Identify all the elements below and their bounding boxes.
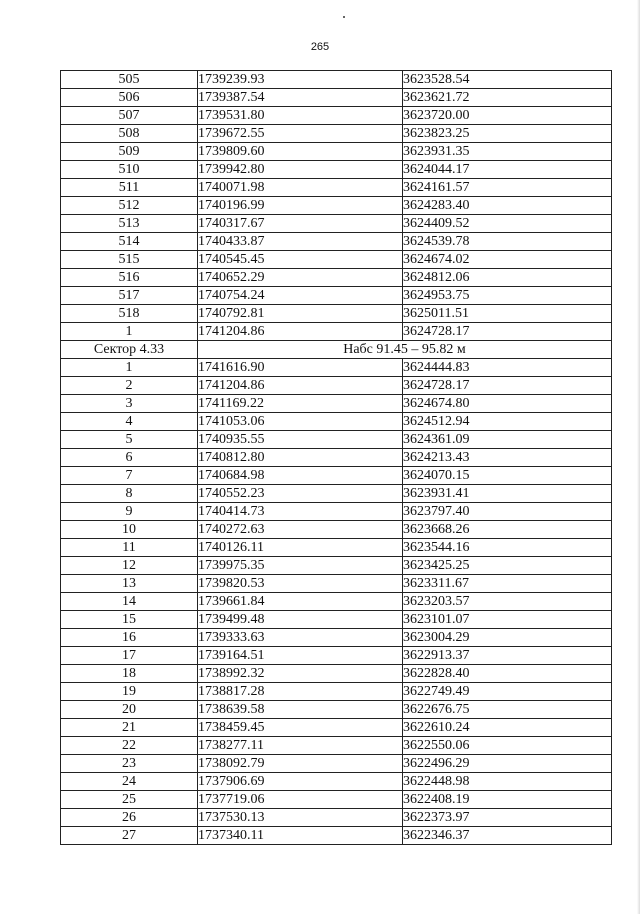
table-row <box>61 305 612 323</box>
point-number-cell: 7 <box>61 467 198 485</box>
x-coordinate-cell: 1741169.22 <box>198 395 403 413</box>
point-number-cell: 512 <box>61 197 198 215</box>
point-number-cell: 16 <box>61 629 198 647</box>
x-coordinate-cell: 1741053.06 <box>198 413 403 431</box>
point-number-cell: 25 <box>61 791 198 809</box>
table-row <box>61 125 612 143</box>
x-coordinate-cell: 1739164.51 <box>198 647 403 665</box>
x-coordinate-cell: 1741616.90 <box>198 359 403 377</box>
x-coordinate-cell: 1737719.06 <box>198 791 403 809</box>
table-row <box>61 737 612 755</box>
y-coordinate-cell: 3623203.57 <box>403 593 612 611</box>
table-row <box>61 683 612 701</box>
y-coordinate-cell: 3623797.40 <box>403 503 612 521</box>
sector-name: Сектор 4.33 <box>61 341 198 359</box>
x-coordinate-cell: 1739820.53 <box>198 575 403 593</box>
point-number-cell: 3 <box>61 395 198 413</box>
table-row <box>61 89 612 107</box>
y-coordinate-cell: 3624539.78 <box>403 233 612 251</box>
y-coordinate-cell: 3622346.37 <box>403 827 612 845</box>
x-coordinate-cell: 1738992.32 <box>198 665 403 683</box>
y-coordinate-cell: 3623931.35 <box>403 143 612 161</box>
y-coordinate-cell: 3624728.17 <box>403 323 612 341</box>
table-body-upper <box>61 71 612 341</box>
point-number-cell: 21 <box>61 719 198 737</box>
x-coordinate-cell: 1740126.11 <box>198 539 403 557</box>
table-row <box>61 449 612 467</box>
y-coordinate-cell: 3623621.72 <box>403 89 612 107</box>
table-row <box>61 71 612 89</box>
point-number-cell: 1 <box>61 323 198 341</box>
point-number-cell: 506 <box>61 89 198 107</box>
table-row <box>61 557 612 575</box>
table-row <box>61 377 612 395</box>
y-coordinate-cell: 3622676.75 <box>403 701 612 719</box>
y-coordinate-cell: 3622550.06 <box>403 737 612 755</box>
coordinates-table <box>60 70 612 845</box>
y-coordinate-cell: 3624674.02 <box>403 251 612 269</box>
scan-speck <box>343 16 345 18</box>
sector-header-group <box>61 341 612 359</box>
x-coordinate-cell: 1740545.45 <box>198 251 403 269</box>
table-row <box>61 107 612 125</box>
y-coordinate-cell: 3623931.41 <box>403 485 612 503</box>
sector-height-range: Набс 91.45 – 95.82 м <box>198 341 612 359</box>
x-coordinate-cell: 1740935.55 <box>198 431 403 449</box>
x-coordinate-cell: 1740317.67 <box>198 215 403 233</box>
point-number-cell: 515 <box>61 251 198 269</box>
x-coordinate-cell: 1737340.11 <box>198 827 403 845</box>
y-coordinate-cell: 3622373.97 <box>403 809 612 827</box>
point-number-cell: 8 <box>61 485 198 503</box>
point-number-cell: 14 <box>61 593 198 611</box>
y-coordinate-cell: 3623544.16 <box>403 539 612 557</box>
x-coordinate-cell: 1739661.84 <box>198 593 403 611</box>
point-number-cell: 22 <box>61 737 198 755</box>
table-row <box>61 647 612 665</box>
point-number-cell: 509 <box>61 143 198 161</box>
point-number-cell: 9 <box>61 503 198 521</box>
y-coordinate-cell: 3623528.54 <box>403 71 612 89</box>
table-body-lower <box>61 359 612 845</box>
table-row <box>61 701 612 719</box>
y-coordinate-cell: 3622448.98 <box>403 773 612 791</box>
y-coordinate-cell: 3622913.37 <box>403 647 612 665</box>
point-number-cell: 507 <box>61 107 198 125</box>
x-coordinate-cell: 1740071.98 <box>198 179 403 197</box>
y-coordinate-cell: 3624409.52 <box>403 215 612 233</box>
y-coordinate-cell: 3624512.94 <box>403 413 612 431</box>
x-coordinate-cell: 1739975.35 <box>198 557 403 575</box>
table-row <box>61 143 612 161</box>
x-coordinate-cell: 1738459.45 <box>198 719 403 737</box>
table-row <box>61 251 612 269</box>
table-row <box>61 161 612 179</box>
table-row <box>61 791 612 809</box>
table-row <box>61 521 612 539</box>
table-row <box>61 179 612 197</box>
x-coordinate-cell: 1741204.86 <box>198 377 403 395</box>
point-number-cell: 23 <box>61 755 198 773</box>
table-row <box>61 773 612 791</box>
x-coordinate-cell: 1740414.73 <box>198 503 403 521</box>
y-coordinate-cell: 3623004.29 <box>403 629 612 647</box>
point-number-cell: 2 <box>61 377 198 395</box>
y-coordinate-cell: 3623311.67 <box>403 575 612 593</box>
x-coordinate-cell: 1737906.69 <box>198 773 403 791</box>
table-row <box>61 287 612 305</box>
x-coordinate-cell: 1738817.28 <box>198 683 403 701</box>
point-number-cell: 26 <box>61 809 198 827</box>
x-coordinate-cell: 1740812.80 <box>198 449 403 467</box>
y-coordinate-cell: 3622496.29 <box>403 755 612 773</box>
point-number-cell: 6 <box>61 449 198 467</box>
y-coordinate-cell: 3623823.25 <box>403 125 612 143</box>
table-row <box>61 215 612 233</box>
table-row <box>61 593 612 611</box>
y-coordinate-cell: 3624044.17 <box>403 161 612 179</box>
table-row <box>61 539 612 557</box>
x-coordinate-cell: 1739333.63 <box>198 629 403 647</box>
x-coordinate-cell: 1738092.79 <box>198 755 403 773</box>
y-coordinate-cell: 3625011.51 <box>403 305 612 323</box>
point-number-cell: 13 <box>61 575 198 593</box>
point-number-cell: 508 <box>61 125 198 143</box>
point-number-cell: 510 <box>61 161 198 179</box>
table-row <box>61 467 612 485</box>
sector-header-row <box>61 341 612 359</box>
table-row <box>61 827 612 845</box>
y-coordinate-cell: 3622828.40 <box>403 665 612 683</box>
x-coordinate-cell: 1738639.58 <box>198 701 403 719</box>
y-coordinate-cell: 3624812.06 <box>403 269 612 287</box>
y-coordinate-cell: 3624444.83 <box>403 359 612 377</box>
table-row <box>61 413 612 431</box>
y-coordinate-cell: 3623668.26 <box>403 521 612 539</box>
x-coordinate-cell: 1739387.54 <box>198 89 403 107</box>
y-coordinate-cell: 3622610.24 <box>403 719 612 737</box>
point-number-cell: 24 <box>61 773 198 791</box>
point-number-cell: 18 <box>61 665 198 683</box>
x-coordinate-cell: 1740552.23 <box>198 485 403 503</box>
y-coordinate-cell: 3624361.09 <box>403 431 612 449</box>
point-number-cell: 15 <box>61 611 198 629</box>
point-number-cell: 518 <box>61 305 198 323</box>
table-row <box>61 503 612 521</box>
table-row <box>61 431 612 449</box>
point-number-cell: 1 <box>61 359 198 377</box>
table-row <box>61 611 612 629</box>
point-number-cell: 517 <box>61 287 198 305</box>
x-coordinate-cell: 1739499.48 <box>198 611 403 629</box>
table-row <box>61 395 612 413</box>
y-coordinate-cell: 3624161.57 <box>403 179 612 197</box>
x-coordinate-cell: 1740792.81 <box>198 305 403 323</box>
page-number: 265 <box>310 41 330 53</box>
point-number-cell: 11 <box>61 539 198 557</box>
table-row <box>61 755 612 773</box>
x-coordinate-cell: 1739809.60 <box>198 143 403 161</box>
x-coordinate-cell: 1740652.29 <box>198 269 403 287</box>
y-coordinate-cell: 3623425.25 <box>403 557 612 575</box>
y-coordinate-cell: 3622749.49 <box>403 683 612 701</box>
x-coordinate-cell: 1740433.87 <box>198 233 403 251</box>
x-coordinate-cell: 1739531.80 <box>198 107 403 125</box>
point-number-cell: 511 <box>61 179 198 197</box>
point-number-cell: 516 <box>61 269 198 287</box>
x-coordinate-cell: 1740196.99 <box>198 197 403 215</box>
point-number-cell: 27 <box>61 827 198 845</box>
x-coordinate-cell: 1739239.93 <box>198 71 403 89</box>
y-coordinate-cell: 3624674.80 <box>403 395 612 413</box>
point-number-cell: 19 <box>61 683 198 701</box>
point-number-cell: 10 <box>61 521 198 539</box>
y-coordinate-cell: 3624283.40 <box>403 197 612 215</box>
table-row <box>61 575 612 593</box>
point-number-cell: 514 <box>61 233 198 251</box>
point-number-cell: 12 <box>61 557 198 575</box>
x-coordinate-cell: 1739942.80 <box>198 161 403 179</box>
x-coordinate-cell: 1737530.13 <box>198 809 403 827</box>
x-coordinate-cell: 1740272.63 <box>198 521 403 539</box>
table-row <box>61 323 612 341</box>
y-coordinate-cell: 3624728.17 <box>403 377 612 395</box>
table-row <box>61 197 612 215</box>
table-row <box>61 359 612 377</box>
point-number-cell: 513 <box>61 215 198 233</box>
x-coordinate-cell: 1739672.55 <box>198 125 403 143</box>
table-row <box>61 665 612 683</box>
y-coordinate-cell: 3624953.75 <box>403 287 612 305</box>
table-row <box>61 269 612 287</box>
x-coordinate-cell: 1741204.86 <box>198 323 403 341</box>
x-coordinate-cell: 1738277.11 <box>198 737 403 755</box>
y-coordinate-cell: 3624213.43 <box>403 449 612 467</box>
table-row <box>61 809 612 827</box>
x-coordinate-cell: 1740754.24 <box>198 287 403 305</box>
y-coordinate-cell: 3622408.19 <box>403 791 612 809</box>
y-coordinate-cell: 3623720.00 <box>403 107 612 125</box>
x-coordinate-cell: 1740684.98 <box>198 467 403 485</box>
point-number-cell: 5 <box>61 431 198 449</box>
point-number-cell: 4 <box>61 413 198 431</box>
point-number-cell: 20 <box>61 701 198 719</box>
y-coordinate-cell: 3623101.07 <box>403 611 612 629</box>
table-row <box>61 485 612 503</box>
point-number-cell: 17 <box>61 647 198 665</box>
table-row <box>61 719 612 737</box>
point-number-cell: 505 <box>61 71 198 89</box>
table-row <box>61 629 612 647</box>
table-row <box>61 233 612 251</box>
y-coordinate-cell: 3624070.15 <box>403 467 612 485</box>
